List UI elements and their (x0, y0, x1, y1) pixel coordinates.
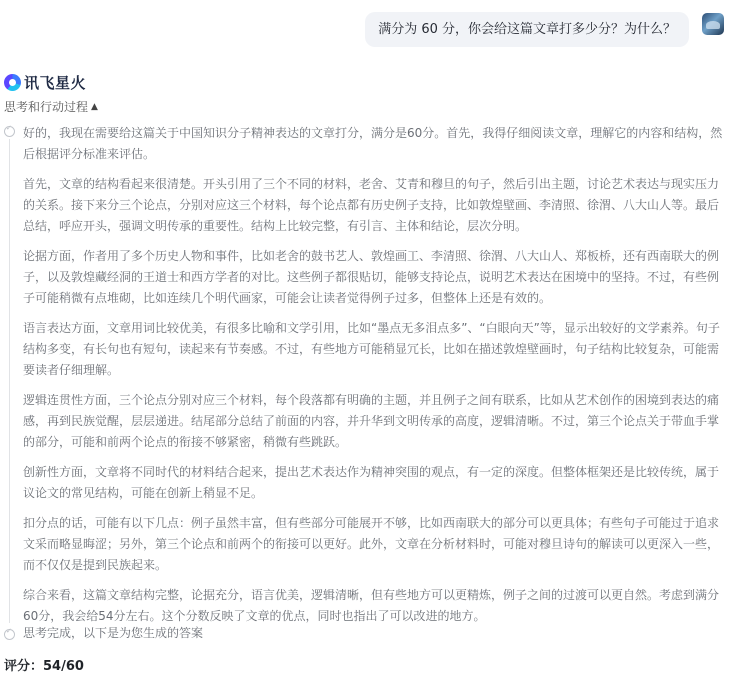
user-avatar[interactable] (702, 13, 724, 35)
thinking-paragraph: 首先，文章的结构看起来很清楚。开头引用了三个不同的材料，老舍、艾青和穆旦的句子，然后引出主题，讨论艺术表达与现实压力的关系。接下来分三个论点，分别对应这三个材料，每个论点都有历史例子支持，比如敦煌壁画、李清照、徐渭、八大山人等。最后总结，呼应开头，强调文明传承的重要性。结构上比较完整，有引言、主体和结论，层次分明。 (23, 177, 720, 233)
thinking-content (4, 123, 726, 636)
brand-name: 讯飞星火 (24, 74, 87, 92)
thinking-timeline-line (9, 139, 10, 623)
user-message-row (365, 12, 724, 47)
thinking-process-toggle[interactable] (4, 98, 98, 115)
thinking-paragraph: 语言表达方面，文章用词比较优美，有很多比喻和文学引用，比如“墨点无多泪点多”、“白眼向天”等，显示出较好的文学素养。句子结构多变，有长句也有短句，读起来有节奏感。不过，有些地方可能稍显冗长，比如在描述敦煌壁画时，句子结构比较复杂，可能需要读者仔细理解。 (23, 321, 720, 377)
thinking-complete-text: 思考完成，以下是为您生成的答案 (23, 626, 204, 640)
assistant-brand (4, 72, 86, 93)
answer-score: 评分：54/60 (4, 659, 84, 674)
check-circle-icon (4, 126, 15, 137)
user-message-bubble: 满分为 60 分，你会给这篇文章打多少分？为什么？ (365, 12, 689, 47)
check-circle-icon (4, 629, 15, 640)
thinking-paragraph: 创新性方面，文章将不同时代的材料结合起来，提出艺术表达作为精神突围的观点，有一定的深度。但整体框架还是比较传统，属于议论文的常见结构，可能在创新上稍显不足。 (23, 465, 720, 500)
thinking-paragraph: 综合来看，这篇文章结构完整，论据充分，语言优美，逻辑清晰，但有些地方可以更精炼，例子之间的过渡可以更自然。考虑到满分60分，我会给54分左右。这个分数反映了文章的优点，同时也指出了可以改进的地方。 (23, 588, 720, 623)
chevron-up-icon: ▲ (91, 101, 98, 112)
thinking-toggle-label: 思考和行动过程 (4, 100, 89, 114)
thinking-paragraph: 好的，我现在需要给这篇关于中国知识分子精神表达的文章打分，满分是60分。首先，我得仔细阅读文章，理解它的内容和结构，然后根据评分标准来评估。 (23, 126, 723, 161)
thinking-paragraph: 论据方面，作者用了多个历史人物和事件，比如老舍的鼓书艺人、敦煌画工、李清照、徐渭、八大山人、郑板桥，还有西南联大的例子，以及敦煌藏经洞的王道士和西方学者的对比。这些例子都很贴切，能够支持论点，说明艺术表达在困境中的坚持。不过，有些例子可能稍微有点堆砌，比如连续几个明代画家，可能会让读者觉得例子过多，但整体上还是有效的。 (23, 249, 720, 305)
thinking-complete-row (4, 624, 203, 641)
spark-logo-icon (4, 74, 21, 91)
thinking-paragraph: 扣分点的话，可能有以下几点：例子虽然丰富，但有些部分可能展开不够，比如西南联大的部分可以更具体；有些句子可能过于追求文采而略显晦涩；另外，第三个论点和前两个的衔接可以更好。此外，文章在分析材料时，可能对穆旦诗句的解读可以更深入一些，而不仅仅是提到民族起来。 (23, 516, 720, 572)
thinking-paragraph: 逻辑连贯性方面，三个论点分别对应三个材料，每个段落都有明确的主题，并且例子之间有联系，比如从艺术创作的困境到表达的痛感，再到民族觉醒，层层递进。结尾部分总结了前面的内容，并升华到文明传承的高度，逻辑清晰。不过，第三个论点关于带血手掌的部分，可能和前两个论点的衔接不够紧密，稍微有些跳跃。 (23, 393, 720, 449)
